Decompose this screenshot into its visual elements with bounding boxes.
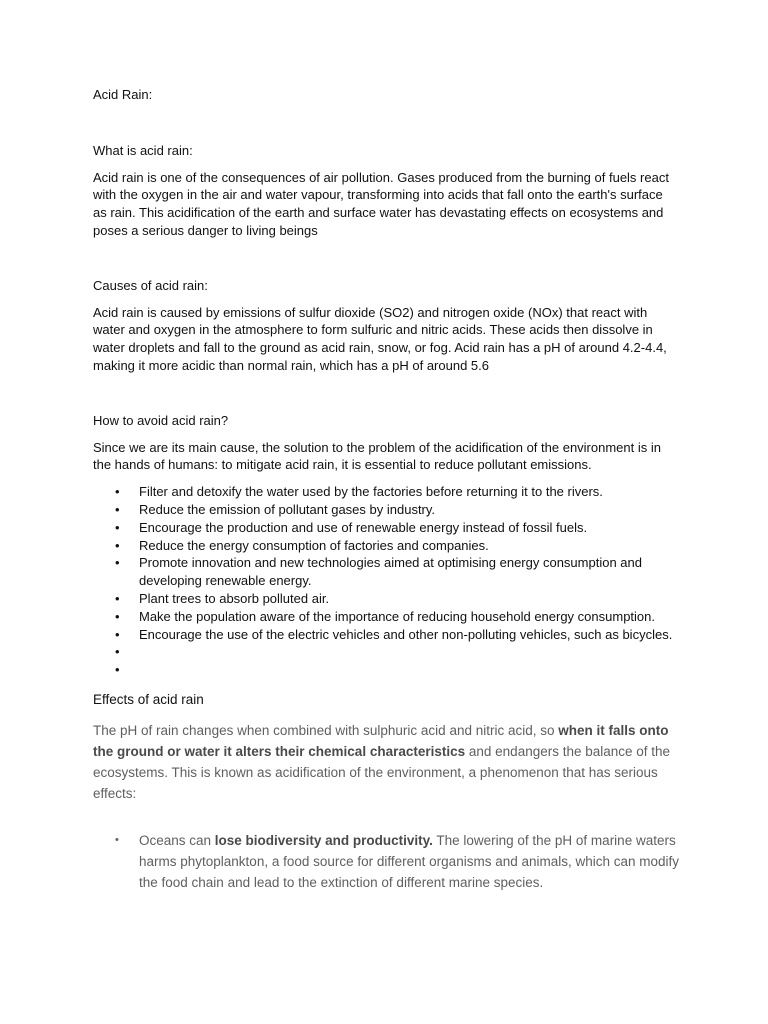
effects-bullet-part: Oceans can xyxy=(139,832,215,848)
document-title: Acid Rain: xyxy=(93,87,153,102)
list-item xyxy=(115,626,680,644)
list-item xyxy=(115,537,680,555)
what-paragraph: Acid rain is one of the consequences of air pollution. Gases produced from the burning of fuels react with the oxygen in the air and water vapour, transforming into acids that fall onto the earth's surface as rain. This acidification of the earth and surface water has devastating effects on ecosystems and poses a serious danger to living beings xyxy=(93,169,669,238)
bullet-icon: • xyxy=(115,537,120,553)
bullet-icon: • xyxy=(115,501,120,517)
list-item xyxy=(115,830,680,893)
bullet-icon: • xyxy=(115,626,120,642)
list-item xyxy=(115,608,680,626)
list-item-text: Reduce the energy consumption of factories and companies. xyxy=(139,537,489,553)
list-item xyxy=(115,554,680,590)
bullet-icon: • xyxy=(115,590,120,606)
causes-paragraph: Acid rain is caused by emissions of sulfur dioxide (SO2) and nitrogen oxide (NOx) that react with water and oxygen in the atmosphere to form sulfuric and nitric acids. These acids then dissolve in water droplets and fall to the ground as acid rain, snow, or fog. Acid rain has a pH of around 4.2-4.4, making it more acidic than normal rain, which has a pH of around 5.6 xyxy=(93,304,667,373)
effects-paragraph xyxy=(93,720,680,804)
avoid-paragraph: Since we are its main cause, the solution to the problem of the acidification of the environment is in the hands of humans: to mitigate acid rain, it is essential to reduce pollutant emissions. xyxy=(93,439,661,473)
effects-bullet-list xyxy=(93,830,680,893)
list-item-text: Make the population aware of the importance of reducing household energy consumption. xyxy=(139,608,655,624)
effects-text-part: The pH of rain changes when combined with sulphuric acid and nitric acid, so xyxy=(93,722,559,738)
bullet-icon: • xyxy=(115,644,120,660)
bullet-icon: • xyxy=(115,519,120,535)
bullet-icon: • xyxy=(115,833,119,846)
effects-bullet-emphasis: lose biodiversity and productivity. xyxy=(214,832,433,848)
list-item-text: Encourage the use of the electric vehicles and other non-polluting vehicles, such as bicycles. xyxy=(139,626,673,642)
bullet-icon: • xyxy=(115,662,120,678)
list-item-text: Plant trees to absorb polluted air. xyxy=(139,590,330,606)
effects-text-part: and endangers the balance of the ecosystems. This is known as acidification of the environment, a phenomenon that has serious effects: xyxy=(93,743,671,801)
list-item-text: Promote innovation and new technologies aimed at optimising energy consumption and developing renewable energy. xyxy=(139,555,642,589)
effects-text-emphasis: when it falls onto the ground or water it alters their chemical characteristics xyxy=(93,722,669,759)
bullet-icon: • xyxy=(115,484,120,500)
list-item xyxy=(115,590,680,608)
list-item xyxy=(115,643,680,661)
bullet-icon: • xyxy=(115,608,120,624)
list-item-text: Reduce the emission of pollutant gases by industry. xyxy=(139,501,436,517)
list-item xyxy=(115,501,680,519)
list-item-text: Encourage the production and use of renewable energy instead of fossil fuels. xyxy=(139,519,588,535)
list-item xyxy=(115,661,680,679)
list-item xyxy=(115,519,680,537)
effects-bullet-part: The lowering of the pH of marine waters harms phytoplankton, a food source for different organisms and animals, which can modify the food chain and lead to the extinction of different marine species. xyxy=(139,832,680,890)
list-item-text: Filter and detoxify the water used by the factories before returning it to the rivers. xyxy=(139,484,603,500)
list-item xyxy=(115,483,680,501)
causes-heading: Causes of acid rain: xyxy=(93,277,208,293)
avoid-heading: How to avoid acid rain? xyxy=(93,412,229,428)
what-heading: What is acid rain: xyxy=(93,142,193,158)
effects-heading: Effects of acid rain xyxy=(93,691,204,707)
bullet-icon: • xyxy=(115,555,120,571)
avoid-bullet-list xyxy=(93,483,680,679)
